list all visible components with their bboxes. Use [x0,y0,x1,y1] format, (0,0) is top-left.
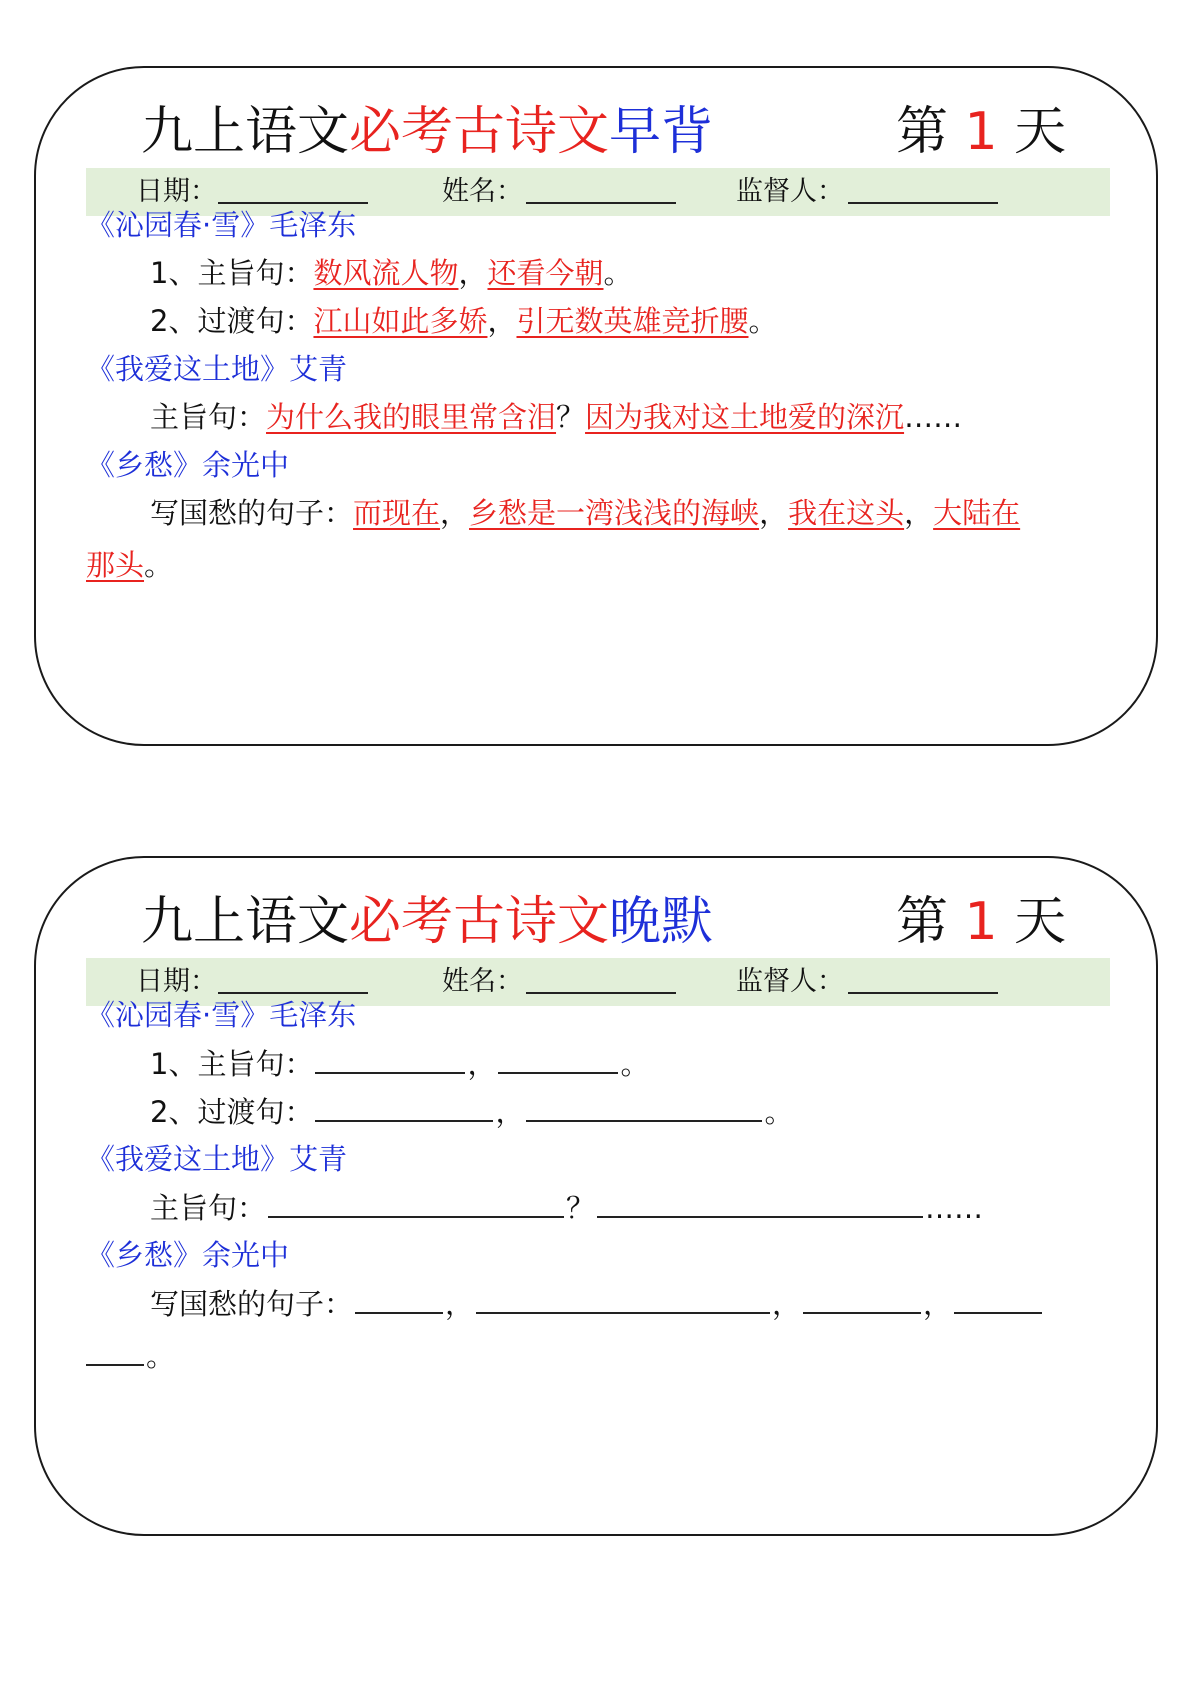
line-main-sentence-2: 主旨句： ？ …… [150,1182,983,1233]
poem-title-woaizhetudi: 《我爱这土地》艾青 [86,352,348,386]
answer-blank[interactable] [597,1182,923,1218]
line-main-sentence-1: 1、主旨句：数风流人物，还看今朝。 [150,256,633,290]
line-country-sorrow-cont: 。 [86,1330,175,1381]
date-label: 日期： [136,966,217,997]
line-transition-sentence: 2、过渡句：江山如此多娇，引无数英雄竞折腰。 [150,304,778,338]
name-label: 姓名： [442,176,523,207]
poem-title-xiangchou: 《乡愁》余光中 [86,448,290,482]
answer-blank[interactable] [86,1330,144,1366]
answer-blank[interactable] [315,1086,493,1122]
supervisor-label: 监督人： [736,176,844,207]
line-transition-sentence: 2、过渡句： ， 。 [150,1086,793,1137]
answer-blank[interactable] [268,1182,564,1218]
line-main-sentence-1: 1、主旨句： ， 。 [150,1038,649,1089]
supervisor-blank[interactable] [848,202,998,204]
card-header [36,92,1156,172]
answer-blank[interactable] [526,1086,762,1122]
poem-title-xiangchou: 《乡愁》余光中 [86,1238,290,1272]
evening-card [34,856,1158,1536]
answer-blank[interactable] [355,1278,443,1314]
poem-title-qinyuanchun: 《沁园春·雪》毛泽东 [86,998,357,1032]
morning-card [34,66,1158,746]
poem-title-qinyuanchun: 《沁园春·雪》毛泽东 [86,208,357,242]
date-label: 日期： [136,176,217,207]
answer-blank[interactable] [954,1278,1042,1314]
day-counter: 第 1 天 [896,102,1067,162]
name-label: 姓名： [442,966,523,997]
supervisor-label: 监督人： [736,966,844,997]
card-title: 九上语文必考古诗文早背 [141,102,714,162]
answer-blank[interactable] [803,1278,921,1314]
supervisor-blank[interactable] [848,992,998,994]
line-main-sentence-2: 主旨句：为什么我的眼里常含泪？因为我对这土地爱的深沉…… [150,400,963,434]
answer-blank[interactable] [476,1278,770,1314]
name-blank[interactable] [526,992,676,994]
poem-title-woaizhetudi: 《我爱这土地》艾青 [86,1142,348,1176]
day-counter: 第 1 天 [896,892,1067,952]
answer-blank[interactable] [315,1038,465,1074]
name-blank[interactable] [526,202,676,204]
line-country-sorrow: 写国愁的句子：而现在，乡愁是一湾浅浅的海峡，我在这头，大陆在 [150,496,1021,530]
line-country-sorrow-cont: 那头。 [86,548,174,582]
card-header [36,882,1156,962]
answer-blank[interactable] [498,1038,618,1074]
line-country-sorrow: 写国愁的句子： ， ， ， [150,1278,1044,1329]
card-title: 九上语文必考古诗文晚默 [141,892,714,952]
